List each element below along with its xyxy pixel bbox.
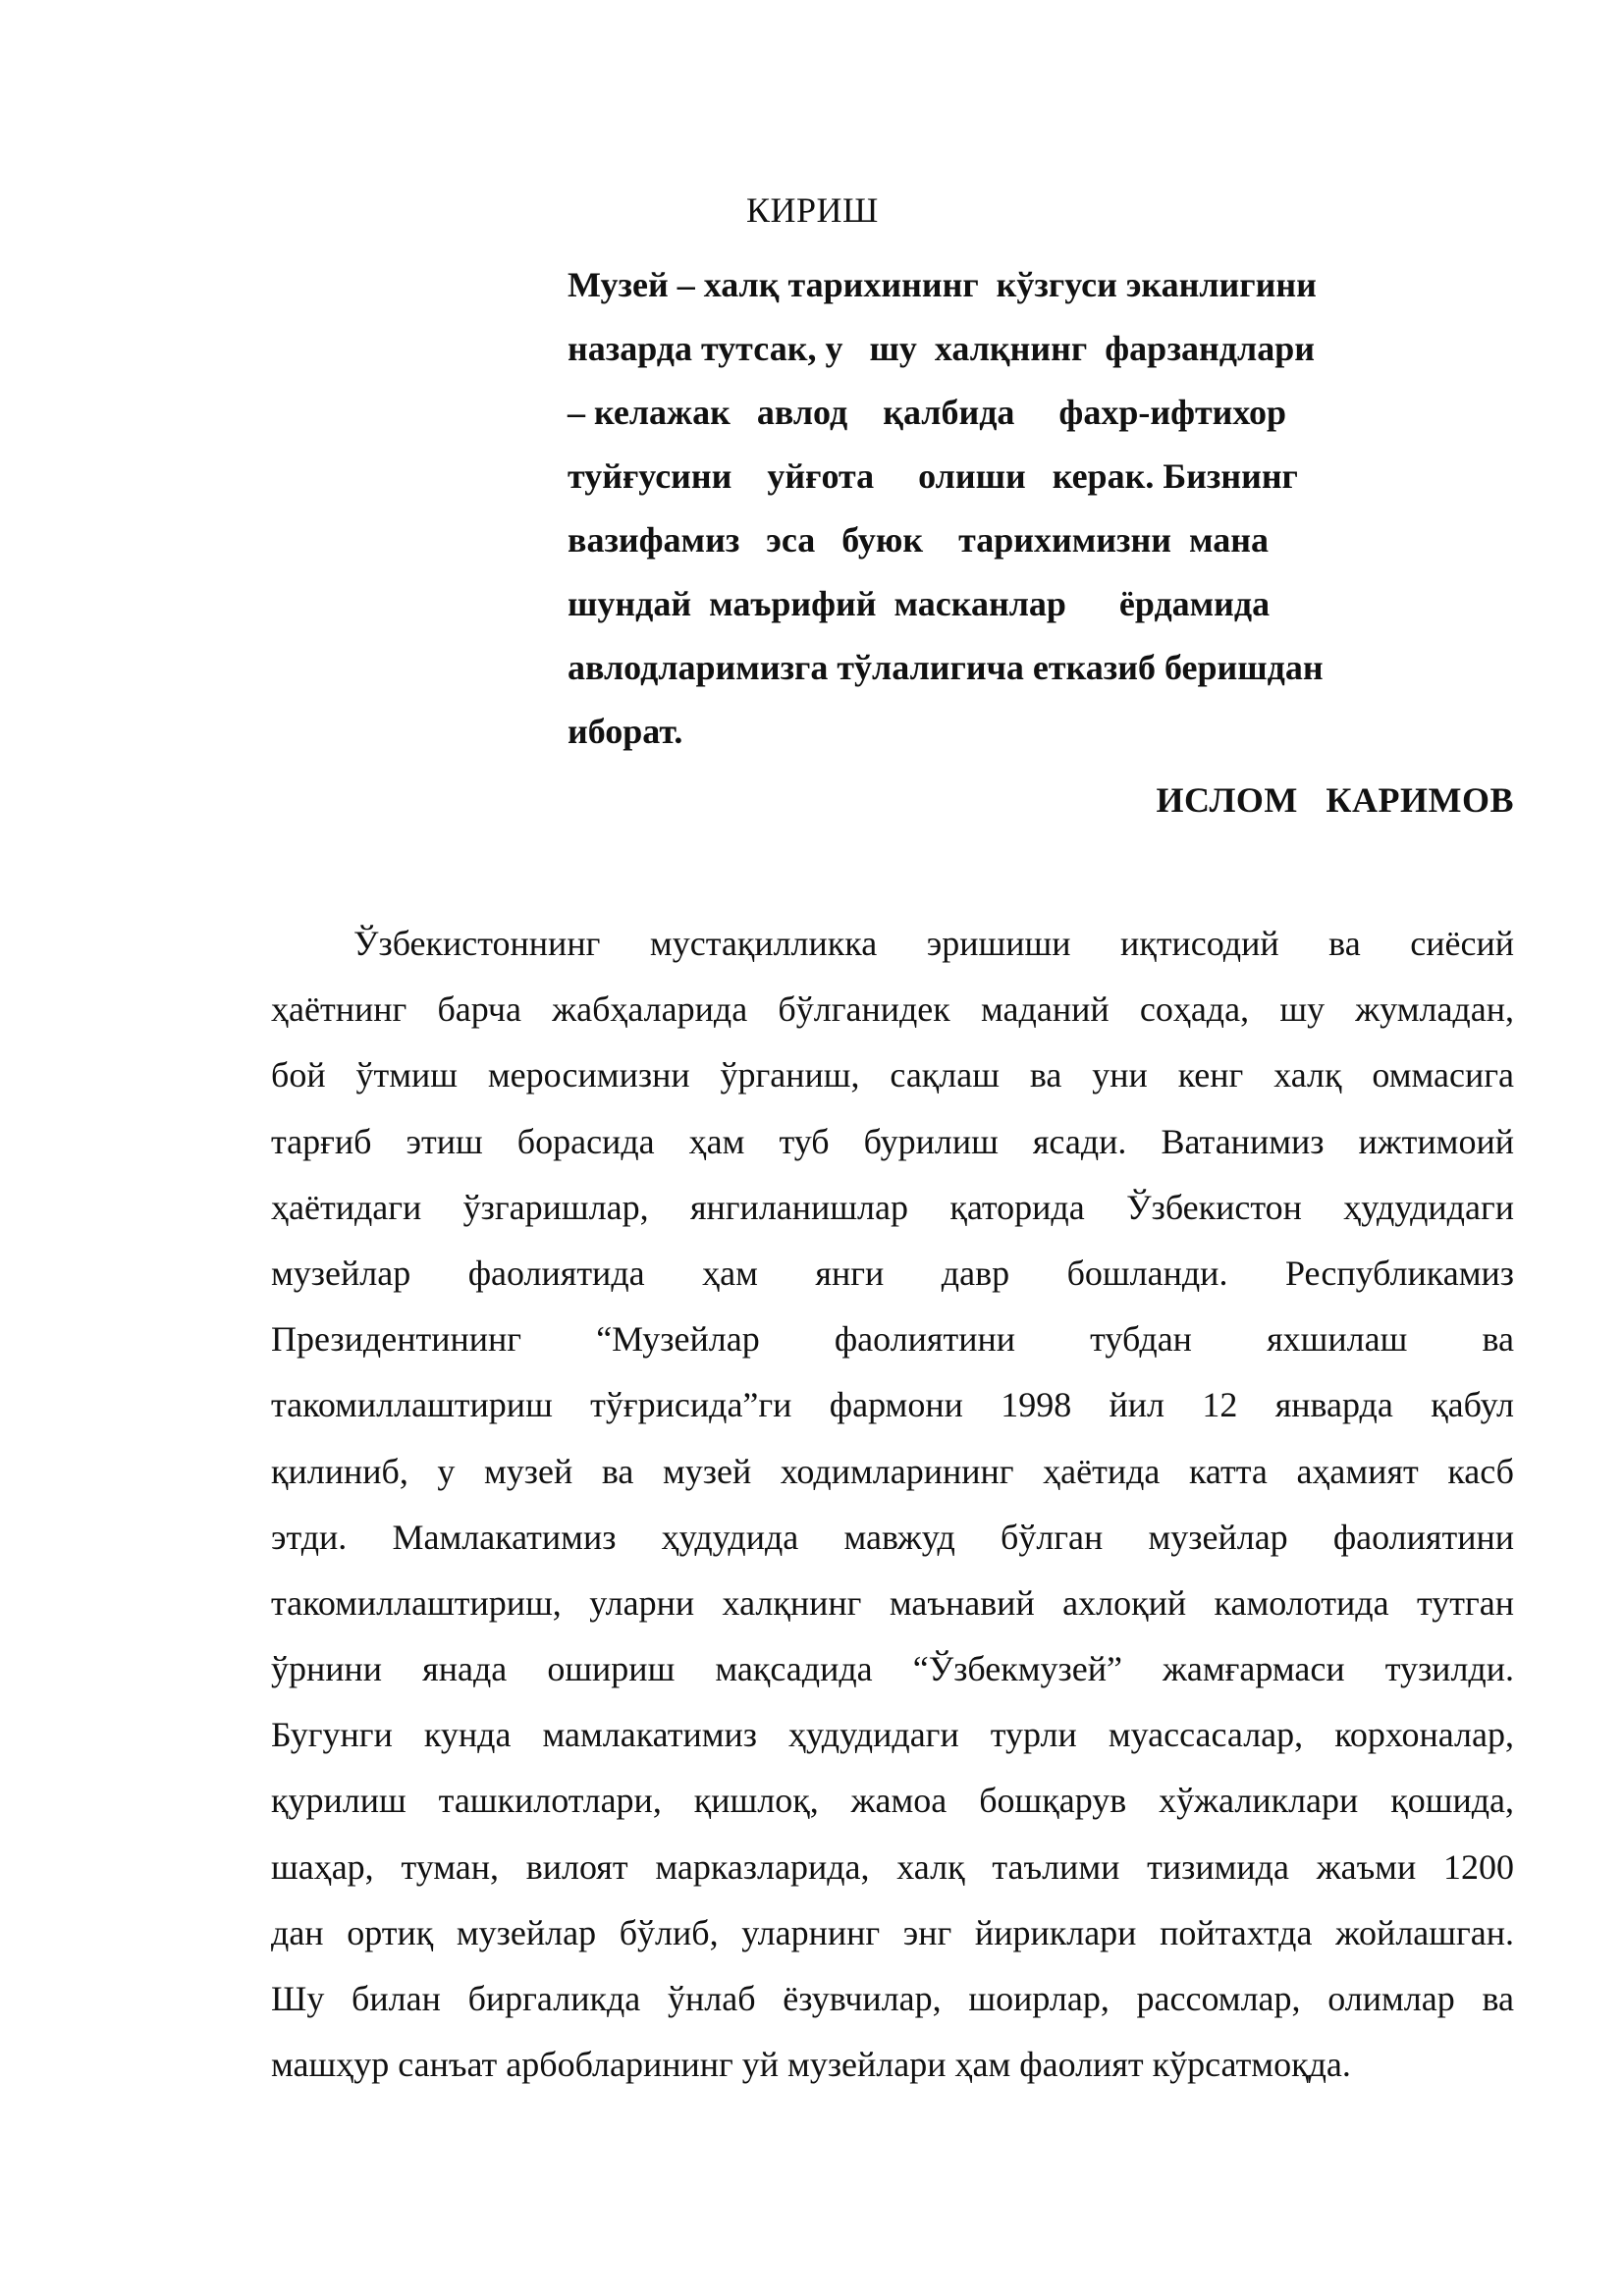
- paragraph-line: шаҳар, туман, вилоят марказларида, халқ таълими тизимида жаъми 1200: [271, 1846, 1514, 1887]
- paragraph-line: ўрнини янада ошириш мақсадида “Ўзбекмузей” жамғармаси тузилди.: [271, 1649, 1514, 1689]
- paragraph-line: такомиллаштириш тўғрисида”ги фармони 1998 йил 12 январда қабул: [271, 1385, 1514, 1425]
- paragraph-line: этди. Мамлакатимиз ҳудудида мавжуд бўлган музейлар фаолиятини: [271, 1517, 1514, 1557]
- section-heading: КИРИШ: [746, 190, 879, 230]
- paragraph-line: Президентининг “Музейлар фаолиятини тубдан яхшилаш ва: [271, 1319, 1514, 1360]
- epigraph-line: иборат.: [568, 712, 683, 751]
- epigraph-line: туйғусини уйғота олиши керак. Бизнинг: [568, 456, 1298, 496]
- paragraph-line: қурилиш ташкилотлари, қишлоқ, жамоа бошқарув хўжаликлари қошида,: [271, 1781, 1514, 1821]
- paragraph-line: Шу билан биргаликда ўнлаб ёзувчилар, шоирлар, рассомлар, олимлар ва: [271, 1979, 1514, 2018]
- body-paragraph: [271, 911, 1514, 2098]
- paragraph-line: такомиллаштириш, уларни халқнинг маънавий ахлоқий камолотида тутган: [271, 1582, 1514, 1623]
- paragraph-line: тарғиб этиш борасида ҳам туб бурилиш ясади. Ватанимиз ижтимоий: [271, 1121, 1514, 1161]
- paragraph-line: машҳур санъат арбобларининг уй музейлари ҳам фаолият кўрсатмоқда.: [271, 2045, 1351, 2085]
- paragraph-line: музейлар фаолиятида ҳам янги давр бошланди. Республикамиз: [271, 1253, 1514, 1293]
- epigraph-line: вазифамиз эса буюк тарихимизни мана: [568, 520, 1270, 560]
- epigraph-author: ИСЛОМ КАРИМОВ: [1156, 780, 1514, 820]
- epigraph-quote: [568, 253, 1392, 764]
- epigraph-line: авлодларимизга тўлалигича етказиб беришдан: [568, 648, 1324, 687]
- paragraph-line: дан ортиқ музейлар бўлиб, уларнинг энг йириклари пойтахтда жойлашган.: [271, 1912, 1514, 1952]
- paragraph-line: Бугунги кунда мамлакатимиз ҳудудидаги турли муассасалар, корхоналар,: [271, 1715, 1514, 1755]
- paragraph-line: ҳаётидаги ўзгаришлар, янгиланишлар қаторида Ўзбекистон ҳудудидаги: [271, 1187, 1514, 1227]
- paragraph-line: бой ўтмиш меросимизни ўрганиш, сақлаш ва уни кенг халқ оммасига: [271, 1055, 1514, 1095]
- paragraph-line: қилиниб, у музей ва музей ходимларининг ҳаётида катта аҳамият касб: [271, 1451, 1514, 1491]
- epigraph-line: – келажак авлод қалбида фахр-ифтихор: [568, 393, 1287, 432]
- paragraph-line: ҳаётнинг барча жабҳаларида бўлганидек маданий соҳада, шу жумладан,: [271, 989, 1514, 1030]
- paragraph-line: Ўзбекистоннинг мустақилликка эришиши иқтисодий ва сиёсий: [353, 924, 1514, 963]
- epigraph-line: шундай маърифий масканлар ёрдамида: [568, 584, 1271, 623]
- epigraph-line: Музей – халқ тарихининг кўзгуси эканлигини: [568, 265, 1317, 304]
- epigraph-line: назарда тутсак, у шу халқнинг фарзандлари: [568, 329, 1315, 368]
